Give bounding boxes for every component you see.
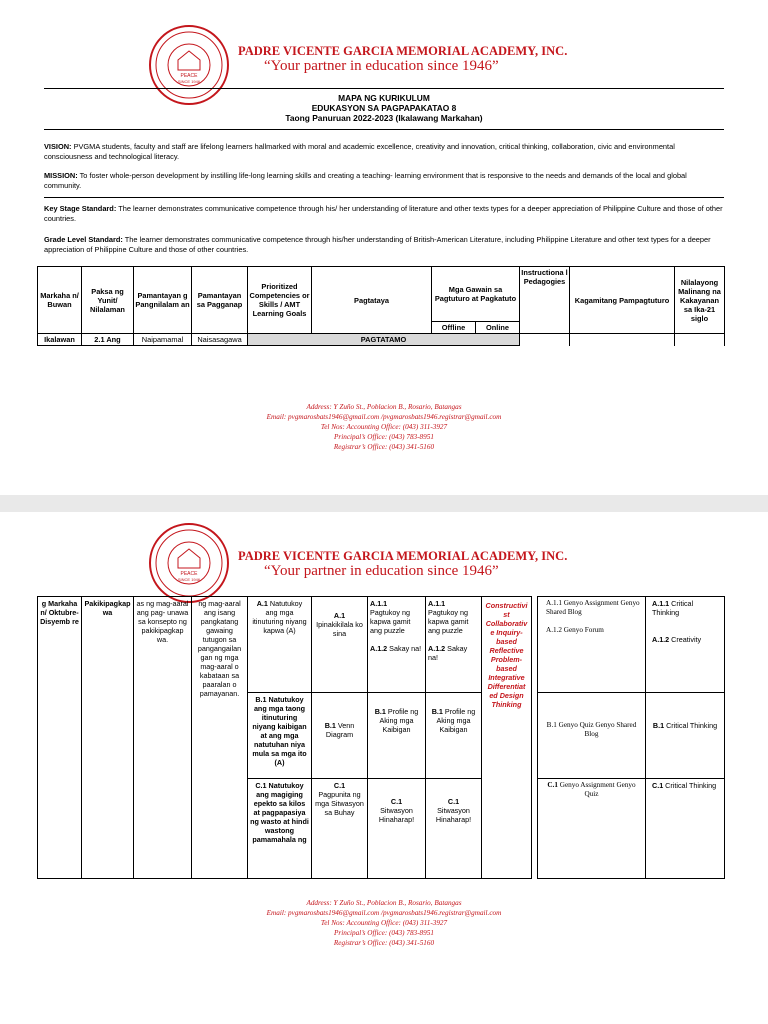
mission-statement — [44, 171, 724, 191]
grade-level-label: Grade Level Standard: — [44, 235, 123, 244]
svg-text:PEACE: PEACE — [180, 571, 198, 577]
cell-online-c1: C.1 Sitwasyon Hinaharap! — [426, 779, 482, 879]
header-gawain: Mga Gawain sa Pagtuturo at Pagkatuto — [432, 267, 520, 322]
key-stage-text: The learner demonstrates communicative competence through his/ her understanding of literature and other texts types for a deeper appreciation of Philippine Culture and those of other countries. — [44, 204, 723, 223]
row1-pagtatamo-band: PAGTATAMO — [248, 334, 520, 346]
doc-title-line1: MAPA NG KURIKULUM — [338, 93, 430, 103]
school-name: PADRE VICENTE GARCIA MEMORIAL ACADEMY, INC. — [238, 44, 568, 58]
key-stage-label: Key Stage Standard: — [44, 204, 117, 213]
footer-registrar: Registrar’s Office: (043) 341-5160 — [333, 939, 435, 947]
cell-pagtataya-a1: A.1 Ipinakikilala ko sina — [312, 597, 368, 693]
footer-address: Address: Y Zuño St., Poblacion B., Rosario, Batangas — [306, 403, 462, 411]
cell-online-b1: B.1 Profile ng Aking mga Kaibigan — [426, 693, 482, 779]
footer-principal: Principal’s Office: (043) 783-8951 — [334, 929, 434, 937]
grade-level-text: The learner demonstrates communicative competence through his/her understanding of British-American Literature, including Philippine Literature and other text types for a deeper appreciation of Philippine Culture and those of other countries. — [44, 235, 711, 254]
header-markahan: Markaha n/ Buwan — [38, 267, 82, 334]
curriculum-table-header — [37, 266, 725, 346]
vision-label: VISION: — [44, 142, 72, 151]
header-instructional: Instructiona l Pedagogies — [520, 267, 570, 334]
page-2 — [0, 512, 768, 1024]
footer-email: Email: pvgmarosbats1946@gmail.com /pvgmarosbats1946.registrar@gmail.com — [266, 909, 502, 917]
footer-registrar: Registrar’s Office: (043) 341-5160 — [333, 443, 435, 451]
footer-tel: Tel Nos: Accounting Office: (043) 311-3927 — [320, 423, 448, 431]
cell-competency-b1: B.1 Natutukoy ang mga taong itinuturing niyang kaibigan at ang mga natutuhan niya mula sa mga ito (A) — [248, 693, 312, 779]
cell-competency-c1: C.1 Natutukoy ang magiging epekto sa kilos at pagpapasiya ng wasto at hindi wastong pamamahala ng — [248, 779, 312, 879]
cell-pedagogies: Constructivi st Collaborativ e Inquiry-based Reflective Problem-based Integrative Differentiat ed Design Thinking — [482, 597, 532, 879]
header-pangnilalaman: Pamantayan g Pangnilalam an — [134, 267, 192, 334]
header-paksa: Paksa ng Yunit/ Nilalaman — [82, 267, 134, 334]
cell-markahan: g Markaha n/ Oktubre- Disyemb re — [38, 597, 82, 879]
row1-markahan: Ikalawan — [38, 334, 82, 346]
cell-paksa: Pakikipagkap wa — [82, 597, 134, 879]
cell-online-a1: A.1.1 Pagtukoy ng kapwa gamit ang puzzle A.1.2 Sakay na! — [426, 597, 482, 693]
doc-title-line3: Taong Panuruan 2022-2023 (Ikalawang Markahan) — [285, 113, 483, 123]
doc-title-line2: EDUKASYON SA PAGPAPAKATAO 8 — [311, 103, 457, 113]
header-pagganap: Pamantayan sa Pagganap — [192, 267, 248, 334]
header-offline: Offline — [432, 322, 476, 334]
svg-text:SINCE 1946: SINCE 1946 — [177, 577, 201, 582]
row1-kagamitang-empty — [570, 334, 675, 346]
grade-level-standard — [44, 235, 724, 255]
header-online: Online — [476, 322, 520, 334]
header-pagtataya: Pagtataya — [312, 267, 432, 334]
cell-offline-a1: A.1.1 Pagtukoy ng kapwa gamit ang puzzle A.1.2 Sakay na! — [368, 597, 426, 693]
footer-tel: Tel Nos: Accounting Office: (043) 311-3927 — [320, 919, 448, 927]
header-divider — [44, 88, 724, 89]
mission-divider — [44, 197, 724, 198]
footer-page2 — [0, 898, 768, 948]
row1-instructional-empty — [520, 334, 570, 346]
header-kagamitang: Kagamitang Pampagtuturo — [570, 267, 675, 334]
vision-text: PVGMA students, faculty and staff are lifelong learners hallmarked with moral and academic excellence, creativity and innovation, critical thinking, collaboration, civic and environmental consciousness and technological literacy. — [44, 142, 675, 161]
cell-pagganap: ng mag-aaral ang isang pangkatang gawaing tutugon sa pangangailan gan ng mga mag-aaral o kabataan sa paaralan o pamayanan. — [192, 597, 248, 879]
cell-kagamitang-b1: B.1 Genyo Quiz Genyo Shared Blog — [538, 693, 646, 779]
mission-label: MISSION: — [44, 171, 78, 180]
header-prioritized: Prioritized Competencies or Skills / AMT Learning Goals — [248, 267, 312, 334]
cell-offline-b1: B.1 Profile ng Aking mga Kaibigan — [368, 693, 426, 779]
cell-skills-a1: A.1.1 Critical Thinking A.1.2 Creativity — [646, 597, 725, 693]
footer-address: Address: Y Zuño St., Poblacion B., Rosario, Batangas — [306, 899, 462, 907]
cell-kagamitang-c1: C.1 Genyo Assignment Genyo Quiz — [538, 779, 646, 879]
page-1 — [0, 0, 768, 495]
cell-skills-b1: B.1 Critical Thinking — [646, 693, 725, 779]
cell-kagamitang-a1: A.1.1 Genyo Assignment Genyo Shared Blog A.1.2 Genyo Forum — [538, 597, 646, 693]
page-separator — [0, 495, 768, 512]
svg-text:SINCE 1946: SINCE 1946 — [177, 79, 201, 84]
footer-page1 — [0, 402, 768, 452]
school-tagline: “Your partner in education since 1946” — [264, 58, 499, 74]
title-divider — [44, 129, 724, 130]
cell-pangnilalaman: as ng mag-aaral ang pag- unawa sa konsepto ng pakikipagkap wa. — [134, 597, 192, 879]
svg-text:PEACE: PEACE — [180, 73, 198, 79]
vision-statement — [44, 142, 724, 162]
curriculum-table-continued — [37, 596, 725, 879]
school-name: PADRE VICENTE GARCIA MEMORIAL ACADEMY, INC. — [238, 549, 568, 563]
header-nilalayong: Nilalayong Malinang na Kakayanan sa Ika-21 siglo — [675, 267, 725, 334]
footer-principal: Principal’s Office: (043) 783-8951 — [334, 433, 434, 441]
cell-competency-a1: A.1 Natutukoy ang mga itinuturing niyang kapwa (A) — [248, 597, 312, 693]
row1-nilalayong-empty — [675, 334, 725, 346]
row1-pangnilalaman: Naipamamal — [134, 334, 192, 346]
school-tagline: “Your partner in education since 1946” — [264, 563, 499, 579]
key-stage-standard — [44, 204, 724, 224]
mission-text: To foster whole-person development by instilling life-long learning skills and creating a teaching- learning environment that is responsive to the needs and demands of the local and global community. — [44, 171, 687, 190]
footer-email: Email: pvgmarosbats1946@gmail.com /pvgmarosbats1946.registrar@gmail.com — [266, 413, 502, 421]
row1-paksa: 2.1 Ang — [82, 334, 134, 346]
cell-pagtataya-c1: C.1 Pagpunita ng mga Sitwasyon sa Buhay — [312, 779, 368, 879]
cell-offline-c1: C.1 Sitwasyon Hinaharap! — [368, 779, 426, 879]
row1-pagganap: Naisasagawa — [192, 334, 248, 346]
cell-skills-c1: C.1 Critical Thinking — [646, 779, 725, 879]
cell-pagtataya-b1: B.1 Venn Diagram — [312, 693, 368, 779]
school-seal-logo — [148, 522, 230, 604]
